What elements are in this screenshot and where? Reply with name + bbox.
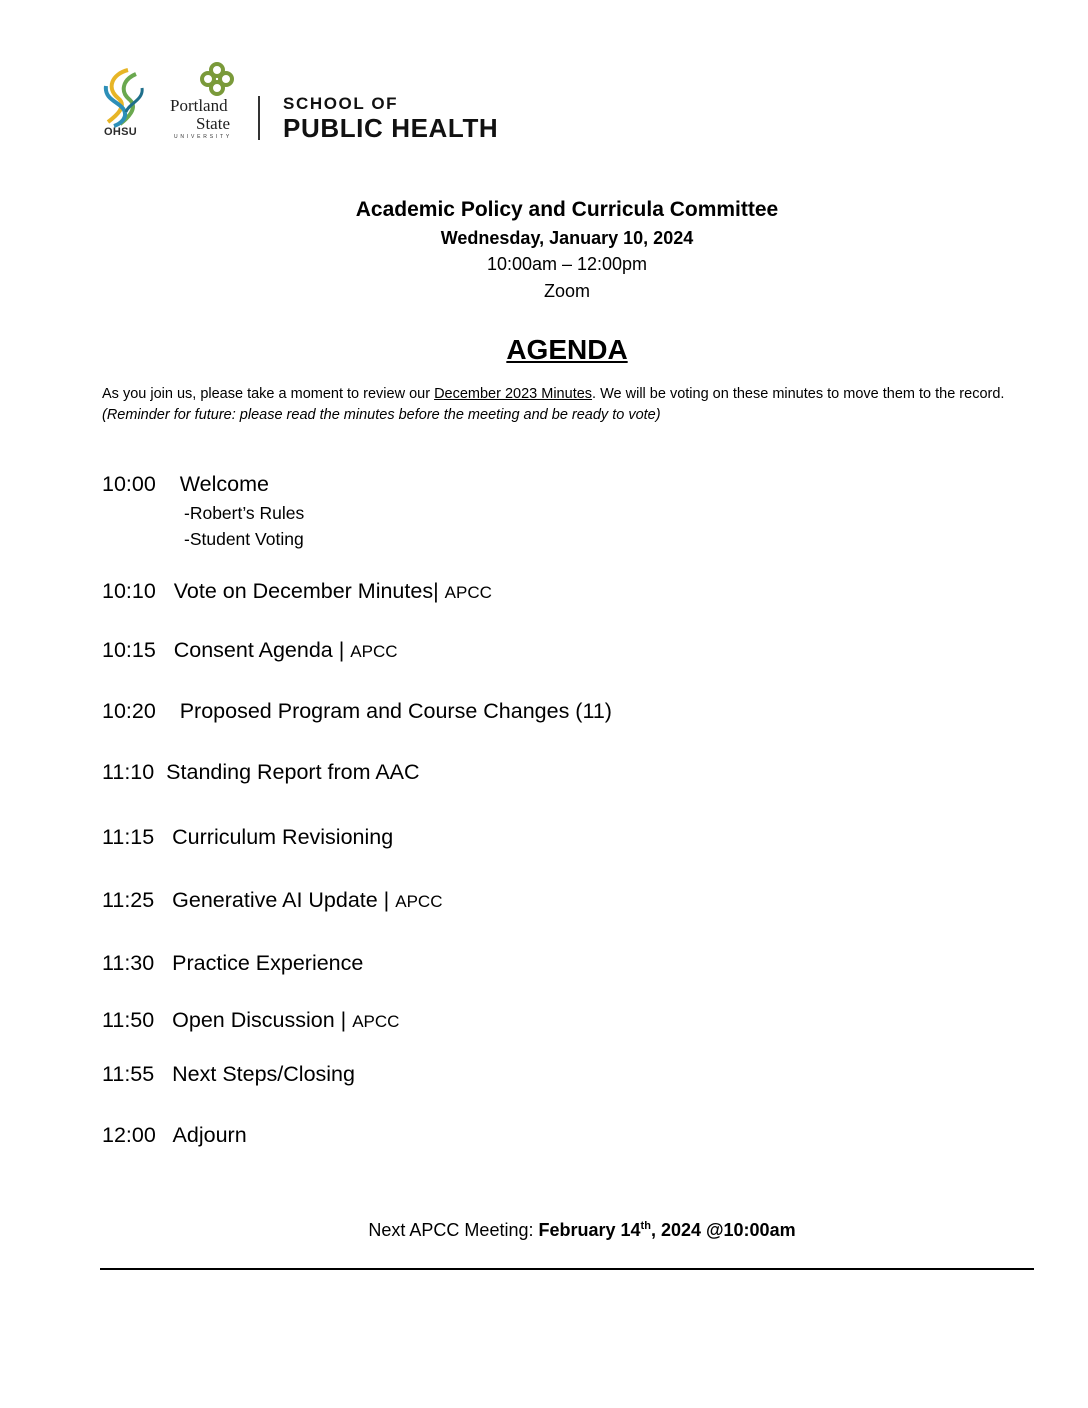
meeting-title: Academic Policy and Curricula Committee <box>355 198 779 221</box>
agenda-tag: APCC <box>444 583 492 602</box>
next-meeting-date-suffix: th <box>640 1220 651 1232</box>
agenda-time: 11:50 <box>102 1008 155 1032</box>
agenda-spacer <box>154 888 172 912</box>
intro-paragraph <box>102 384 1042 426</box>
intro-text: As you join us, please take a moment to review our <box>102 386 435 402</box>
agenda-spacer <box>156 638 174 662</box>
meeting-time: 10:00am – 12:00pm <box>486 254 648 274</box>
agenda-time: 10:10 <box>102 579 156 603</box>
agenda-time: 10:20 <box>102 699 156 723</box>
agenda-item <box>102 472 269 497</box>
agenda-title: Welcome <box>179 472 269 496</box>
ohsu-logo <box>98 66 150 144</box>
psu-name-line2: State <box>196 114 230 133</box>
psu-logo <box>166 62 246 144</box>
agenda-tag: APCC <box>352 1012 400 1031</box>
agenda-time: 10:15 <box>102 638 156 662</box>
agenda-item <box>102 760 420 785</box>
agenda-title: Proposed Program and Course Changes (11) <box>179 699 612 723</box>
minutes-link[interactable]: December 2023 Minutes <box>434 386 593 402</box>
logo-divider <box>258 96 260 140</box>
agenda-spacer <box>154 951 172 975</box>
next-meeting-date <box>538 1220 795 1240</box>
agenda-time: 10:00 <box>102 472 156 496</box>
next-meeting-label: Next APCC Meeting: <box>368 1220 539 1240</box>
agenda-time: 11:15 <box>102 825 155 849</box>
agenda-item <box>102 1123 247 1148</box>
agenda-spacer <box>156 579 174 603</box>
agenda-tag: APCC <box>395 892 443 911</box>
agenda-spacer <box>156 472 180 496</box>
meeting-location: Zoom <box>543 281 590 301</box>
agenda-time: 11:30 <box>102 951 155 975</box>
agenda-item <box>102 699 612 724</box>
agenda-subitem: -Student Voting <box>184 529 304 549</box>
agenda-title: Next Steps/Closing <box>172 1062 355 1086</box>
agenda-item <box>102 888 442 913</box>
agenda-title: Open Discussion | <box>172 1008 353 1032</box>
agenda-heading: AGENDA <box>506 334 628 365</box>
agenda-spacer <box>154 825 172 849</box>
agenda-time: 11:10 <box>102 760 155 784</box>
agenda-title: Standing Report from AAC <box>166 760 420 784</box>
agenda-spacer <box>154 1008 172 1032</box>
agenda-title: Vote on December Minutes| <box>173 579 445 603</box>
ohsu-label: OHSU <box>104 126 137 138</box>
agenda-item <box>102 638 398 663</box>
agenda-tag: APCC <box>350 642 398 661</box>
agenda-item <box>102 1062 355 1087</box>
agenda-spacer <box>154 1062 172 1086</box>
agenda-title: Consent Agenda | <box>173 638 351 662</box>
agenda-spacer <box>156 1123 173 1147</box>
psu-emblem-icon <box>200 62 234 96</box>
agenda-item <box>102 579 492 604</box>
agenda-title: Adjourn <box>172 1123 247 1147</box>
agenda-time: 12:00 <box>102 1123 156 1147</box>
footer-divider <box>100 1268 1034 1270</box>
agenda-title: Curriculum Revisioning <box>172 825 394 849</box>
intro-text-continued: . We will be voting on these minutes to move them to the record. <box>592 386 1005 402</box>
agenda-item <box>102 1008 399 1033</box>
agenda-time: 11:25 <box>102 888 155 912</box>
next-meeting-date-main: February 14 <box>538 1220 641 1240</box>
agenda-title: Practice Experience <box>172 951 364 975</box>
ohsu-emblem-icon <box>98 66 150 128</box>
agenda-item <box>102 951 363 976</box>
next-meeting <box>0 1220 1088 1241</box>
agenda-title: Generative AI Update | <box>172 888 396 912</box>
agenda-item <box>102 825 393 850</box>
agenda-subitem: -Robert’s Rules <box>184 503 305 523</box>
psu-name-line1: Portland <box>170 96 228 115</box>
school-name-line2: PUBLIC HEALTH <box>283 113 499 143</box>
agenda-time: 11:55 <box>102 1062 155 1086</box>
school-name-line1: SCHOOL OF <box>283 94 399 113</box>
psu-university-label: UNIVERSITY <box>174 134 233 140</box>
next-meeting-date-rest: , 2024 @10:00am <box>650 1220 796 1240</box>
intro-reminder-note: (Reminder for future: please read the minutes before the meeting and be ready to vote) <box>102 407 661 423</box>
meeting-date: Wednesday, January 10, 2024 <box>440 228 694 248</box>
agenda-spacer <box>156 699 180 723</box>
agenda-spacer <box>154 760 166 784</box>
